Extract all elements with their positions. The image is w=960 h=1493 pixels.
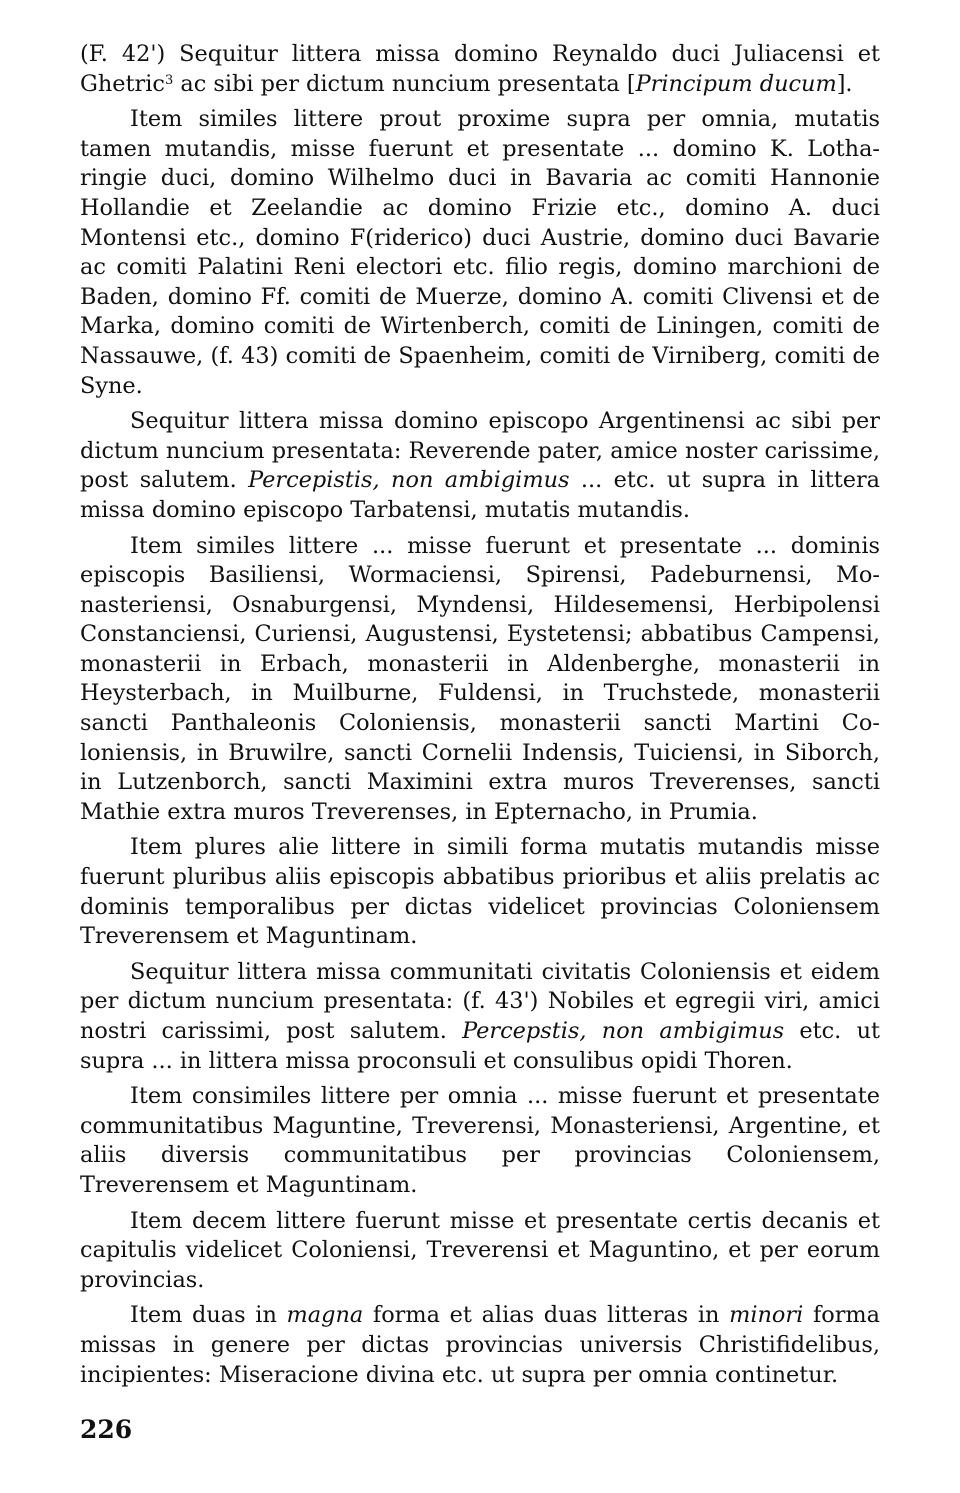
italic-text: magna (286, 1302, 364, 1329)
document-body (80, 40, 880, 1396)
text-run: Item similes littere prout proxime supra per omnia, mutatis tamen mutandis, misse fuerunt et presentate ... domino K. Lotharingie duci, domino Wilhelmo duci in Bavaria ac comiti Hannonie Hollandie et Zeelandie ac domino Frizie etc., domino A. duci Montensi etc., domino F(riderico) duci Austrie, domino duci Bavarie ac comiti Palatini Reni electori etc. filio regis, domino marchioni de Baden, domino Ff. comiti de Muerze, domino A. comiti Clivensi et de Marka, domino comiti de Wirtenberch, comiti de Liningen, comiti de Nassauwe, (f. 43) comiti de Spaenheim, comiti de Virniberg, comiti de Syne. (80, 106, 880, 399)
paragraph (80, 1301, 880, 1390)
text-run: Item plures alie littere in simili forma mutatis mutandis misse fuerunt pluribus aliis episcopis abbatibus prioribus et aliis prelatis ac dominis temporalibus per dictas videlicet provincias Coloniensem Treverensem et Maguntinam. (80, 834, 880, 950)
text-run: ]. (836, 70, 853, 97)
text-run: Item duas in (130, 1302, 287, 1329)
text-run: ac sibi per dictum nuncium presentata [ (173, 70, 636, 97)
paragraph (80, 958, 880, 1076)
page-number: 226 (80, 1415, 133, 1444)
paragraph (80, 1082, 880, 1200)
italic-text: Percepistis, non ambigimus (248, 467, 570, 494)
footnote-marker: 3 (164, 72, 174, 88)
italic-text: Percepstis, non ambigimus (462, 1018, 785, 1044)
paragraph (80, 532, 880, 828)
text-run: Item consimiles littere per omnia ... misse fuerunt et presentate communitatibus Maguntine, Treverensi, Monasteriensi, Argentine, et aliis diversis communitatibus per provincias Coloniensem, Treverensem et Maguntinam. (80, 1083, 880, 1198)
text-run: etc. ut supra ... in littera missa proconsuli et consulibus opidi Thoren. (80, 1018, 880, 1074)
text-run: (F. 42') Sequitur littera missa domino Reynaldo duci Juliacensi et Ghetric (80, 41, 880, 97)
text-run: forma et alias duas litteras in (363, 1302, 730, 1329)
paragraph (80, 1207, 880, 1296)
text-run: Item decem littere fuerunt misse et presentate certis decanis et capitulis videlicet Coloniensi, Treverensi et Maguntino, et per eorum provincias. (80, 1207, 880, 1293)
italic-text: minori (729, 1302, 804, 1329)
text-run: Sequitur littera missa communitati civitatis Coloniensis et eidem per dictum nuncium presentata: (f. 43') Nobiles et egregii viri, amici nostri carissimi, post salutem. (80, 958, 880, 1044)
italic-text: Principum ducum (635, 70, 837, 97)
paragraph (80, 833, 880, 951)
paragraph (80, 105, 880, 401)
text-run: Sequitur littera missa domino episcopo Argentinensi ac sibi per dictum nuncium presentata: Reverende pater, amice noster carissime, post salutem. (80, 408, 880, 494)
text-run: ... etc. ut supra in littera missa domino episcopo Tarbatensi, mutatis mutandis. (80, 467, 880, 523)
text-run: Item similes littere ... misse fuerunt et presentate ... dominis episcopis Basiliensi, Wormaciensi, Spirensi, Padeburnensi, Monasteriensi, Osnaburgensi, Myndensi, Hildesemensi, Herbipolensi Constanciensi, Curiensi, Augustensi, Eystetensi; abbatibus Campensi, monasterii in Erbach, monasterii in Aldenberghe, monasterii in Heysterbach, in Muilburne, Fuldensi, in Truchstede, monasterii sancti Panthaleonis Coloniensis, monasterii sancti Martini Coloniensis, in Bruwilre, sancti Cornelii Indensis, Tuiciensi, in Siborch, in Lutzenborch, sancti Maximini extra muros Treverenses, sancti Mathie extra muros Treverenses, in Epternacho, in Prumia. (80, 532, 880, 825)
paragraph (80, 40, 880, 99)
text-run: forma missas in genere per dictas provincias universis Christifidelibus, incipientes: Miseracione divina etc. ut supra per omnia continetur. (80, 1302, 880, 1388)
paragraph (80, 407, 880, 525)
